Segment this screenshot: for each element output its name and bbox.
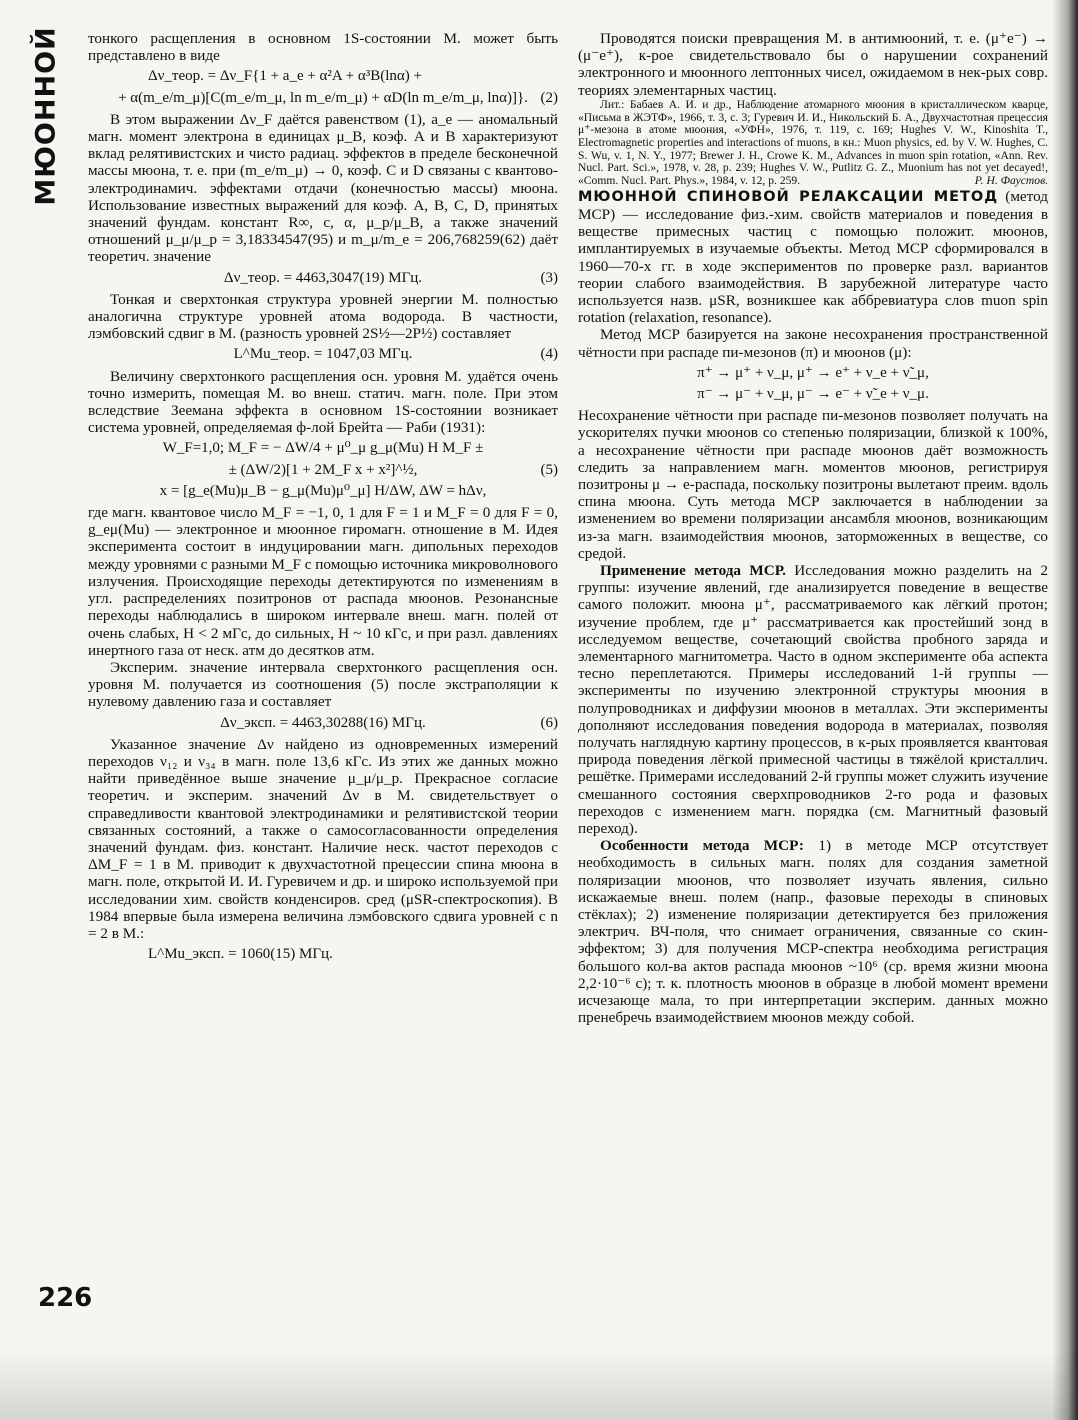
scan-shadow xyxy=(1052,0,1078,1420)
equation-number: (3) xyxy=(540,269,558,286)
equation-decay-positive: π⁺ → μ⁺ + ν_μ, μ⁺ → e⁺ + ν_e + ν̃_μ, xyxy=(697,364,929,381)
equation-2-line-2: + α(m_e/m_μ)[C(m_e/m_μ, ln m_e/m_μ) + αD(ln m_e/m_μ, lnα)]}. (2) xyxy=(118,89,558,106)
equation-4: L^Mu_теор. = 1047,03 МГц. (4) xyxy=(233,346,558,363)
equation-5-line-1: W_F=1,0; M_F = − ΔW/4 + μ⁰_μ g_μ(Mu) H M_F ± xyxy=(162,440,484,457)
equation-5-line-2: ± (ΔW/2)[1 + 2M_F x + x²]^½, (5) xyxy=(228,461,558,478)
equation-number: (2) xyxy=(540,89,558,106)
paragraph: Несохранение чётности при распаде пи-мезонов позволяет получать на ускорителях пучки мюонов со степенью поляризации, близкой к 100%, а несохранение чётности при распаде мюонов даёт возможность следить за направлением магн. моментов мюонов, регистрируя позитроны μ → e-распада, поскольку позитроны вылетают преим. вдоль спина мюона. Суть метода МСР заключается в наблюдении за изменением во времени поляризации ансамбля мюонов, возникающим из-за магн. взаимодействия мюонов, заторможенных в веществе, со средой. xyxy=(578,407,1048,562)
article-author: Р. Н. Фаустов. xyxy=(974,174,1048,188)
equation-6: Δν_эксп. = 4463,30288(16) МГц. (6) xyxy=(220,714,558,731)
running-head xyxy=(26,26,66,206)
paragraph: Тонкая и сверхтонкая структура уровней энергии М. полностью аналогична структуре уровней атома водорода. В частности, лэмбовский сдвиг в М. (разность уровней 2S½—2P½) составляет xyxy=(88,290,558,343)
left-column xyxy=(88,30,558,967)
paragraph: Метод МСР базируется на законе несохранения пространственной чётности при распаде пи-мезонов (π) и мюонов (μ): xyxy=(578,326,1048,361)
scan-shadow-bottom xyxy=(0,1350,1078,1420)
equation-number: (6) xyxy=(540,714,558,731)
entry-headword: МЮОННОЙ СПИНОВОЙ РЕЛАКСАЦИИ МЕТОД xyxy=(578,188,999,205)
paragraph: Эксперим. значение интервала сверхтонкого расщепления осн. уровня М. получается из соотношения (5) после экстраполяции к нулевому давлению газа и составляет xyxy=(88,658,558,711)
section-application xyxy=(578,562,1048,837)
entry-text: (метод МСР) — исследование физ.-хим. свойств материалов и поведения в веществе примесных частиц с помощью положит. мюонов, имплантируемых в изучаемые объекты. Метод МСР сформировался в 1960—70-х гг. в ходе экспериментов по проверке разл. вариантов теории слабого взаимодействия. В зарубежной литературе часто используется назв. μSR, возникшее как аббревиатура слов muon spin rotation (relaxation, resonance). xyxy=(578,187,1048,327)
paragraph: В этом выражении Δν_F даётся равенством (1), a_e — аномальный магн. момент электрона в единицах μ_B, коэф. A и B характеризуют вклад релятивистских и чисто радиац. эффектов в пределе бесконечной массы мюона, т. е. при (m_e/m_μ) → 0, коэф. C и D связаны с квантово-электродинамич. эффектами отдачи (конечностью массы) мюона. Использование известных выражений для коэф. A, B, C, D, принятых значений фундам. констант R∞, c, α, μ_p/μ_B, а также значений отношений μ_μ/μ_p = 3,18334547(95) и m_μ/m_e = 206,768259(62) даёт теоретич. значение xyxy=(88,110,558,266)
paragraph: Величину сверхтонкого расщепления осн. уровня М. удаётся очень точно измерить, помещая М. во внеш. статич. магн. поле. При этом вследствие Зеемана эффекта в основном 1S-состоянии возникает система уровней, определяемая ф-лой Брейта — Раби (1931): xyxy=(88,367,558,437)
equation-5-line-3: x = [g_e(Mu)μ_B − g_μ(Mu)μ⁰_μ] H/ΔW, ΔW = hΔν, xyxy=(159,482,487,499)
equation-3: Δν_теор. = 4463,3047(19) МГц. (3) xyxy=(223,269,558,286)
equation-number: (4) xyxy=(540,346,558,363)
equation-number: (5) xyxy=(540,461,558,478)
section-heading: Применение метода МСР. xyxy=(600,562,786,579)
equation-2-line-1: Δν_теор. = Δν_F{1 + a_e + α²A + α³B(lnα) + xyxy=(148,68,422,85)
paragraph: Проводятся поиски превращения М. в антимюоний, т. е. (μ⁺e⁻) → (μ⁻e⁺), к-рое свидетельствовало бы о нарушении сохранений электронного и мюонного лептонных чисел, ожидаемом в нек-рых совр. теориях элементарных частиц. xyxy=(578,30,1048,99)
section-text: 1) в методе МСР отсутствует необходимость в сильных магн. полях для создания заметной поляризации мюонов, что позволяет изучать явления, сильно искажаемые внеш. полем (напр., фазовые переходы в спиновых стёклах); 2) изменение поляризации детектируется без приложения электрич. ВЧ-поля, что снимает ограничения, связанные со скин-эффектом; 3) для получения МСР-спектра необходима регистрация большого кол-ва актов распада мюонов ~10⁶ (ср. время жизни мюона 2,2·10⁻⁶ с); т. к. плотность мюонов в образце в любой момент времени исчезающе мала, то при интерпретации эксперим. данных можно пренебречь взаимодействием мюонов между собой. xyxy=(578,837,1048,1027)
paragraph: где магн. квантовое число M_F = −1, 0, 1 для F = 1 и M_F = 0 для F = 0, g_eμ(Mu) — электронное и мюонное гиромагн. отношение в М. Идея эксперимента состоит в индуцировании магн. дипольных переходов между уровнями с разными M_F с помощью источника микроволнового излучения. Происходящие переходы детектируются по изменениям в угл. распределениях позитронов от распада мюонов. Резонансные переходы наблюдались в широком интервале внеш. магн. полей от очень слабых, H < 2 мГс, до сильных, H ~ 10 кГс, и при разл. давлениях инертного газа от неск. атм до десятков атм. xyxy=(88,504,558,659)
paragraph: тонкого расщепления в основном 1S-состоянии М. может быть представлено в виде xyxy=(88,30,558,65)
section-features xyxy=(578,837,1048,1026)
literature-references: Лит.: Бабаев А. И. и др., Наблюдение атомарного мюония в кристаллическом кварце, «Письма в ЖЭТФ», 1966, т. 3, с. 3; Гуревич И. И., Никольский Б. А., Двухчастотная прецессия μ⁺-мезона в атоме мюония, «УФН», 1976, т. 119, с. 169; Hughes V. W., Kinoshita T., Electromagnetic properties and interactions of muons, в кн.: Muon physics, ed. by V. W. Hughes, C. S. Wu, v. 1, N. Y., 1977; Brewer J. H., Crowe K. M., Advances in muon spin rotation, «Ann. Rev. Nucl. Part. Sci.», 1978, v. 28, p. 239; Hughes V. W., Putlitz G. Z., Muonium has not yet decayed!, «Comm. Nucl. Part. Phys.», 1984, v. 12, p. 259. Р. Н. Фаустов. xyxy=(578,97,1048,188)
section-heading: Особенности метода МСР: xyxy=(600,837,804,855)
equation-final: L^Mu_эксп. = 1060(15) МГц. xyxy=(148,946,333,963)
entry-intro xyxy=(578,188,1048,327)
page-number: 226 xyxy=(38,1283,93,1313)
equation-decay-negative: π⁻ → μ⁻ + ν_μ, μ⁻ → e⁻ + ν̃_e + ν_μ. xyxy=(697,385,929,402)
section-text: Исследования можно разделить на 2 группы: изучение явлений, где анализируется поведение в веществе самого положит. мюона μ⁺, рассматриваемого как лёгкий протон; изучение проблем, где μ⁺ рассматривается как простейший зонд в исследуемом веществе, сочетающий свойства пробного заряда и элементарного магнитометра. Часто в одном эксперименте оба аспекта тесно переплетаются. Примеры исследований 1-й группы — эксперименты по изучению электронной структуры мюония в полупроводниках и диффузии мюонов в металлах. Эти эксперименты дополняют исследования поведения водорода в материалах, позволяя получать наглядную картину процессов, в к-рых проявляется квантовая природа поведения лёгкой примесной частицы в тяжёлой кристаллич. решётке. Примерами исследований 2-й группы может служить изучение смешанного состояния сверхпроводников 2-го рода и фазовых переходов с изменением магн. порядка (см. Магнитный фазовый переход). xyxy=(578,562,1048,838)
paragraph: Указанное значение Δν найдено из одновременных измерений переходов ν₁₂ и ν₃₄ в магн. поле 13,6 кГс. Из этих же данных можно найти приведённое выше значение μ_μ/μ_p. Прекрасное согласие теоретич. и эксперим. значений Δν в М. свидетельствует о справедливости квантовой электродинамики и релятивистской теории связанных состояний, а также о самосогласованности определения значений фундам. физ. констант. Наличие неск. частот переходов с ΔM_F = 1 в М. приводит к двухчастотной прецессии спина мюона в магн. поле, открытой И. И. Гуревичем и др. и широко используемой при исследовании хим. свойств конденсиров. сред (μSR-спектроскопия). В 1984 впервые была измерена величина лэмбовского сдвига уровней с n = 2 в М.: xyxy=(88,735,558,942)
right-column xyxy=(578,30,1048,1026)
running-head-text: МЮОННОЙ xyxy=(30,26,62,206)
